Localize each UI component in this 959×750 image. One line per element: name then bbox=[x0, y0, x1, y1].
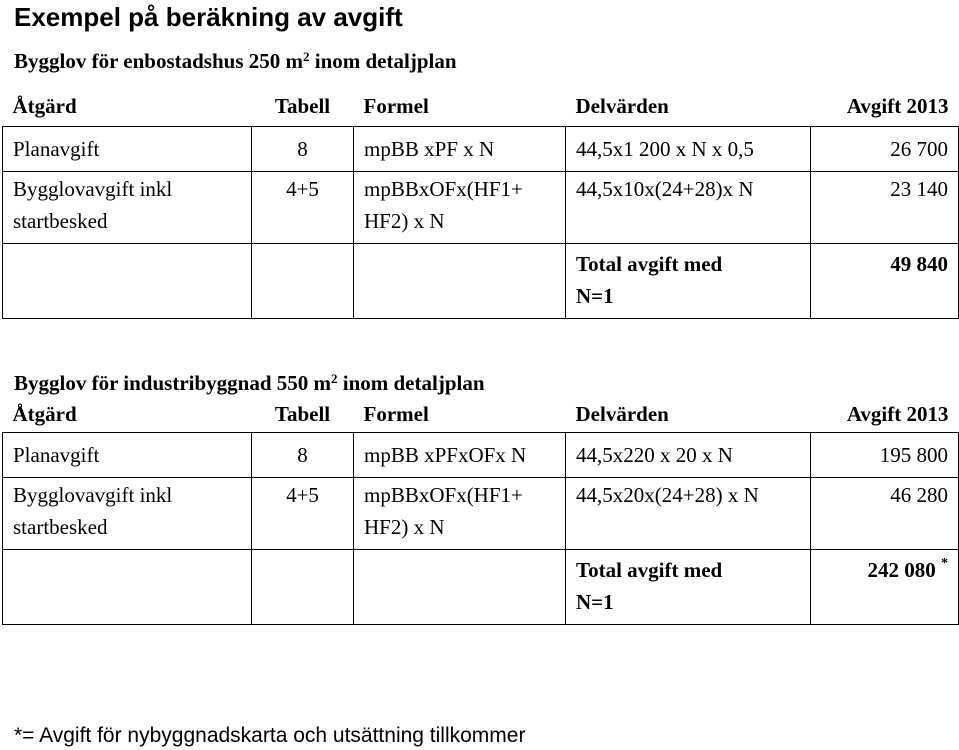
cell-empty bbox=[354, 550, 566, 625]
cell-avgift: 195 800 bbox=[811, 433, 959, 478]
example1-heading: Bygglov för enbostadshus 250 $m^2$ inom detaljplan bbox=[14, 49, 457, 73]
header-tabell: Tabell bbox=[252, 84, 354, 127]
cell-atgard: Bygglovavgift inkl startbesked bbox=[3, 478, 252, 550]
example2-table bbox=[2, 394, 959, 625]
cell-empty bbox=[3, 550, 252, 625]
table-row bbox=[3, 478, 959, 550]
cell-delvarden: 44,5x20x(24+28) x N bbox=[566, 478, 811, 550]
cell-formel: mpBBxOFx(HF1+ HF2) x N bbox=[354, 478, 566, 550]
table-header-row bbox=[3, 394, 959, 433]
cell-atgard: Planavgift bbox=[3, 433, 252, 478]
cell-avgift: 46 280 bbox=[811, 478, 959, 550]
cell-atgard: Planavgift bbox=[3, 127, 252, 172]
cell-tabell: 4+5 bbox=[252, 172, 354, 244]
cell-delvarden: 44,5x10x(24+28)x N bbox=[566, 172, 811, 244]
header-atgard: Åtgärd bbox=[3, 84, 252, 127]
cell-avgift: 23 140 bbox=[811, 172, 959, 244]
header-formel: Formel bbox=[354, 394, 566, 433]
footnote: *= Avgift för nybyggnadskarta och utsättning tillkommer bbox=[14, 724, 526, 747]
total-value: 242 080 * bbox=[811, 550, 959, 625]
example2-heading: Bygglov för industribyggnad 550 $m^2$ inom detaljplan bbox=[14, 371, 485, 395]
cell-formel: mpBB xPFxOFx N bbox=[354, 433, 566, 478]
example1-table bbox=[2, 84, 959, 319]
table-row bbox=[3, 127, 959, 172]
header-atgard: Åtgärd bbox=[3, 394, 252, 433]
footnote-marker: * bbox=[941, 556, 948, 571]
cell-delvarden: 44,5x220 x 20 x N bbox=[566, 433, 811, 478]
cell-empty bbox=[354, 244, 566, 319]
header-tabell: Tabell bbox=[252, 394, 354, 433]
cell-formel: mpBBxOFx(HF1+ HF2) x N bbox=[354, 172, 566, 244]
cell-empty bbox=[252, 550, 354, 625]
cell-atgard: Bygglovavgift inkl startbesked bbox=[3, 172, 252, 244]
cell-empty bbox=[3, 244, 252, 319]
header-delvarden: Delvärden bbox=[566, 84, 811, 127]
table-header-row bbox=[3, 84, 959, 127]
table-row bbox=[3, 433, 959, 478]
header-avgift: Avgift 2013 bbox=[811, 84, 959, 127]
total-label: Total avgift med N=1 bbox=[566, 244, 811, 319]
total-row bbox=[3, 550, 959, 625]
cell-tabell: 4+5 bbox=[252, 478, 354, 550]
cell-empty bbox=[252, 244, 354, 319]
cell-tabell: 8 bbox=[252, 127, 354, 172]
example1-heading-sup: 2 bbox=[303, 49, 310, 64]
table-row bbox=[3, 172, 959, 244]
total-row bbox=[3, 244, 959, 319]
page-title: Exempel på beräkning av avgift bbox=[14, 2, 403, 32]
header-formel: Formel bbox=[354, 84, 566, 127]
example2-heading-sup: 2 bbox=[331, 371, 338, 386]
header-avgift: Avgift 2013 bbox=[811, 394, 959, 433]
cell-formel: mpBB xPF x N bbox=[354, 127, 566, 172]
header-delvarden: Delvärden bbox=[566, 394, 811, 433]
cell-delvarden: 44,5x1 200 x N x 0,5 bbox=[566, 127, 811, 172]
total-label: Total avgift med N=1 bbox=[566, 550, 811, 625]
total-value: 49 840 bbox=[811, 244, 959, 319]
cell-avgift: 26 700 bbox=[811, 127, 959, 172]
cell-tabell: 8 bbox=[252, 433, 354, 478]
